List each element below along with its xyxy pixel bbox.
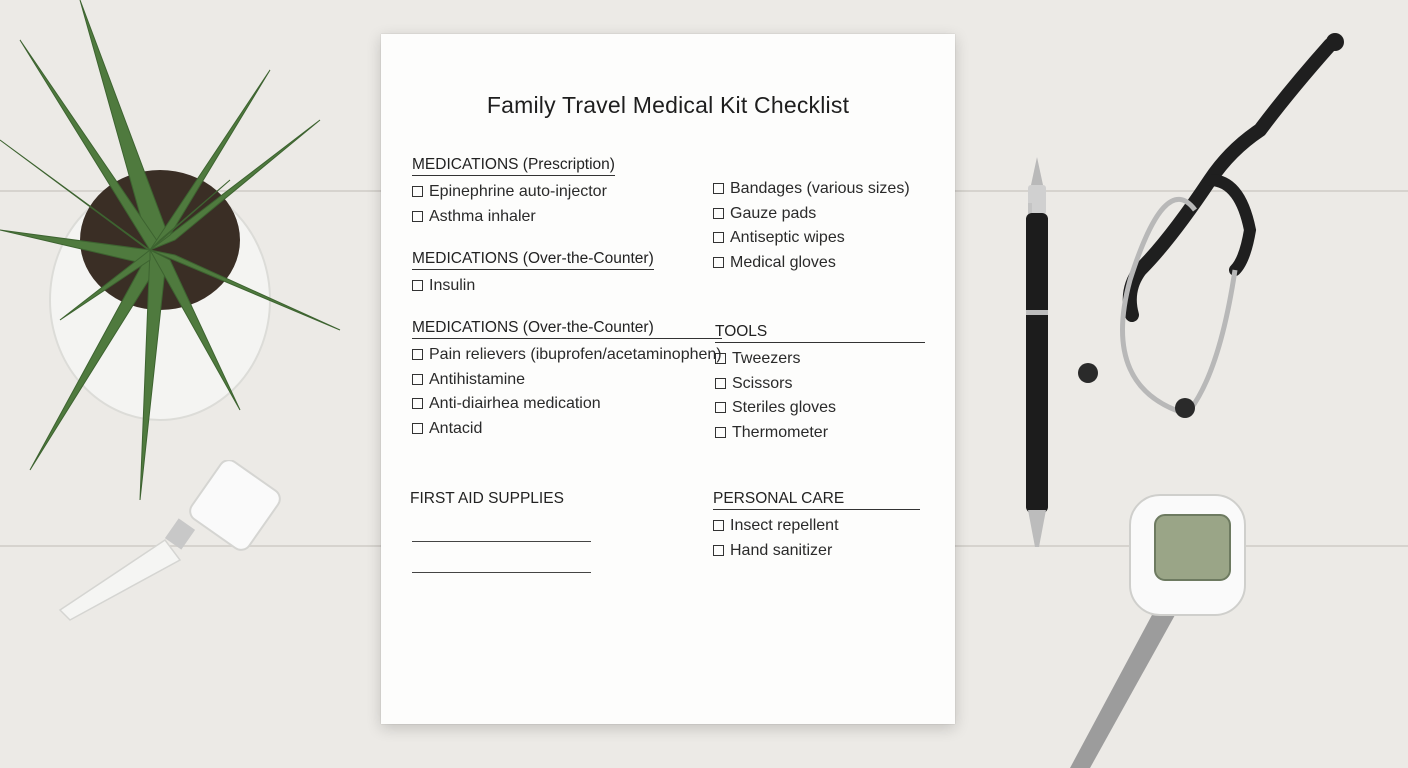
checkbox[interactable] bbox=[715, 402, 726, 413]
checklist-item[interactable]: Pain relievers (ibuprofen/acetaminophen) bbox=[412, 343, 722, 368]
checkbox[interactable] bbox=[713, 232, 724, 243]
checklist-item[interactable]: Epinephrine auto-injector bbox=[412, 180, 615, 205]
section-first-aid-supplies bbox=[410, 490, 564, 512]
section-medications-otc-2 bbox=[412, 319, 722, 442]
checklist-item[interactable]: Hand sanitizer bbox=[713, 539, 920, 564]
checkbox[interactable] bbox=[412, 280, 423, 291]
checkbox[interactable] bbox=[713, 257, 724, 268]
section-medications-otc bbox=[412, 250, 654, 299]
checkbox[interactable] bbox=[412, 349, 423, 360]
section-medications-prescription bbox=[412, 156, 615, 229]
checkbox[interactable] bbox=[713, 545, 724, 556]
checkbox[interactable] bbox=[713, 208, 724, 219]
section-heading: TOOLS bbox=[715, 323, 925, 343]
checklist-paper bbox=[381, 34, 955, 724]
checkbox[interactable] bbox=[715, 378, 726, 389]
checkbox[interactable] bbox=[713, 183, 724, 194]
checkbox[interactable] bbox=[412, 186, 423, 197]
checkbox[interactable] bbox=[713, 520, 724, 531]
checkbox[interactable] bbox=[715, 353, 726, 364]
checklist-item[interactable]: Antihistamine bbox=[412, 368, 722, 393]
checklist-item[interactable]: Tweezers bbox=[715, 347, 925, 372]
checklist-item[interactable]: Medical gloves bbox=[713, 251, 910, 276]
checklist-item[interactable]: Bandages (various sizes) bbox=[713, 177, 910, 202]
nasal-spray-icon bbox=[50, 460, 300, 630]
section-first-aid-items bbox=[713, 177, 910, 276]
checklist-item[interactable]: Insect repellent bbox=[713, 514, 920, 539]
checklist-item[interactable]: Scissors bbox=[715, 372, 925, 397]
section-tools bbox=[715, 323, 925, 446]
blank-write-line[interactable] bbox=[412, 572, 591, 573]
stethoscope-icon bbox=[1070, 30, 1370, 430]
checklist-item[interactable]: Antiseptic wipes bbox=[713, 226, 910, 251]
section-heading: FIRST AID SUPPLIES bbox=[410, 490, 564, 507]
checkbox[interactable] bbox=[412, 374, 423, 385]
checklist-item[interactable]: Steriles gloves bbox=[715, 396, 925, 421]
blank-write-line[interactable] bbox=[412, 541, 591, 542]
succulent-plant-icon bbox=[0, 0, 360, 520]
page-title: Family Travel Medical Kit Checklist bbox=[486, 92, 850, 118]
checkbox[interactable] bbox=[412, 211, 423, 222]
checklist-item[interactable]: Anti-diairhea medication bbox=[412, 392, 722, 417]
section-heading: PERSONAL CARE bbox=[713, 490, 920, 510]
section-heading: MEDICATIONS (Over-the-Counter) bbox=[412, 250, 654, 270]
thermometer-icon bbox=[1050, 480, 1270, 768]
section-heading: MEDICATIONS (Over-the-Counter) bbox=[412, 319, 722, 339]
checklist-item[interactable]: Thermometer bbox=[715, 421, 925, 446]
checklist-item[interactable]: Insulin bbox=[412, 274, 654, 299]
section-personal-care bbox=[713, 490, 920, 563]
checklist-item[interactable]: Gauze pads bbox=[713, 202, 910, 227]
checklist-item[interactable]: Asthma inhaler bbox=[412, 205, 615, 230]
section-heading: MEDICATIONS (Prescription) bbox=[412, 156, 615, 176]
checklist-item[interactable]: Antacid bbox=[412, 417, 722, 442]
checkbox[interactable] bbox=[412, 398, 423, 409]
checkbox[interactable] bbox=[715, 427, 726, 438]
checkbox[interactable] bbox=[412, 423, 423, 434]
